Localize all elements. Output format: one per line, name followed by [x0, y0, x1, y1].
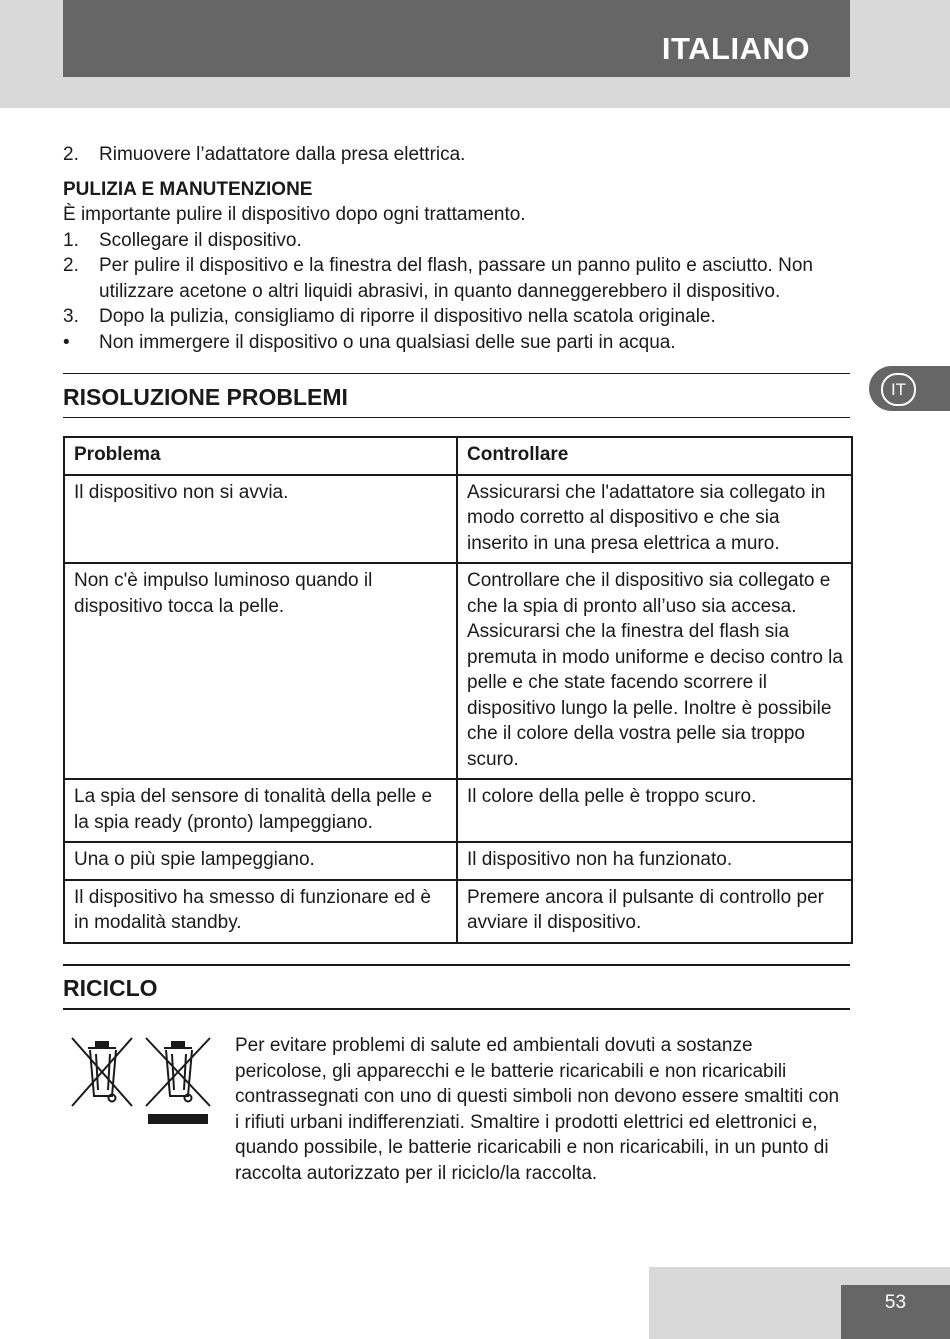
problem-cell: Non c'è impulso luminoso quando il dispositivo tocca la pelle. [64, 563, 457, 779]
language-tab [869, 366, 950, 411]
list-item-number: 2. [63, 144, 79, 165]
recycling-text: Per evitare problemi di salute ed ambientali dovuti a sostanze pericolose, gli apparecchi e le batterie ricaricabili e non ricaricabili contrassegnati con uno di questi simboli non devono essere smaltiti con i rifiuti urbani indifferenziati. Smaltire i prodotti elettrici ed elettronici e, quando possibile, le batterie ricaricabili e non ricaricabili, in un punto di raccolta autorizzato per il riciclo/la raccolta. [235, 1035, 840, 1184]
divider [63, 417, 850, 418]
table-row [64, 880, 852, 943]
crossed-out-bin-icon [72, 1038, 132, 1106]
troubleshooting-heading: RISOLUZIONE PROBLEMI [63, 384, 348, 410]
problem-cell: Il dispositivo ha smesso di funzionare ed è in modalità standby. [64, 880, 457, 943]
list-item-number: 2. [63, 255, 79, 276]
recycling-section [63, 964, 850, 1010]
list-item-number: 3. [63, 306, 79, 327]
table-row [64, 475, 852, 564]
solution-cell: Il colore della pelle è troppo scuro. [457, 779, 852, 842]
list-item [63, 330, 850, 356]
recycling-icons [66, 1034, 216, 1133]
table-row [64, 779, 852, 842]
solution-cell: Premere ancora il pulsante di controllo per avviare il dispositivo. [457, 880, 852, 943]
header-bar [63, 0, 850, 77]
crossed-out-bin-with-bar-icon [146, 1038, 210, 1124]
column-header-problem: Problema [64, 437, 457, 475]
table-row [64, 563, 852, 779]
cleaning-intro: È importante pulire il dispositivo dopo ogni trattamento. [63, 204, 526, 225]
language-title: ITALIANO [661, 31, 810, 66]
list-item [63, 142, 850, 168]
list-item-text: Dopo la pulizia, consigliamo di riporre il dispositivo nella scatola originale. [99, 306, 716, 327]
table-header-row [64, 437, 852, 475]
list-item-number: 1. [63, 229, 79, 251]
troubleshooting-table [63, 436, 853, 944]
recycling-heading: RICICLO [63, 975, 158, 1001]
cleaning-heading: PULIZIA E MANUTENZIONE [63, 178, 313, 200]
column-header-check: Controllare [457, 437, 852, 475]
list-item-text: Rimuovere l’adattatore dalla presa elettrica. [99, 144, 466, 165]
list-item [63, 228, 850, 254]
table-row [64, 842, 852, 880]
list-item-bullet: • [63, 331, 70, 353]
list-item-text: Per pulire il dispositivo e la finestra del flash, passare un panno pulito e asciutto. Non utilizzare acetone o altri liquidi abrasivi, in quanto danneggerebbero il dispositivo. [99, 255, 813, 302]
solution-cell: Controllare che il dispositivo sia collegato e che la spia di pronto all’uso sia accesa. Assicurarsi che la finestra del flash sia premuta in modo uniforme e deciso contro la pelle e che state facendo scorrere il dispositivo lungo la pelle. Inoltre è possibile che il colore della vostra pelle sia troppo scuro. [457, 563, 852, 779]
list-item [63, 253, 850, 304]
weee-symbols [66, 1034, 216, 1128]
problem-cell: La spia del sensore di tonalità della pelle e la spia ready (pronto) lampeggiano. [64, 779, 457, 842]
language-badge: IT [881, 373, 916, 406]
problem-cell: Una o più spie lampeggiano. [64, 842, 457, 880]
troubleshooting-section [63, 373, 850, 418]
problem-cell: Il dispositivo non si avvia. [64, 475, 457, 564]
solution-cell: Il dispositivo non ha funzionato. [457, 842, 852, 880]
solution-cell: Assicurarsi che l'adattatore sia collegato in modo corretto al dispositivo e che sia inserito in una presa elettrica a muro. [457, 475, 852, 564]
cleaning-content [63, 142, 850, 355]
list-item-text: Non immergere il dispositivo o una qualsiasi delle sue parti in acqua. [99, 331, 676, 353]
divider [63, 1008, 850, 1010]
page-number: 53 [841, 1285, 950, 1339]
list-item-text: Scollegare il dispositivo. [99, 229, 302, 251]
list-item [63, 304, 850, 330]
